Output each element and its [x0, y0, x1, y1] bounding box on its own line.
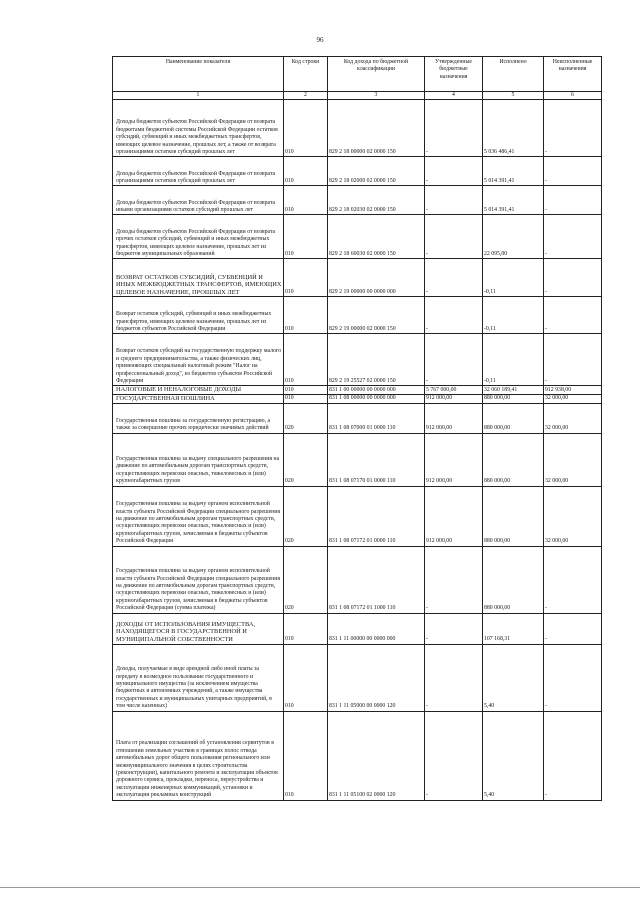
budget-code-cell: 831 1 08 07000 01 0000 110	[328, 403, 425, 433]
executed-cell: 5,40	[483, 644, 544, 711]
unexecuted-cell: -	[544, 297, 602, 334]
budget-code-cell: 829 2 18 60030 02 0000 150	[328, 215, 425, 259]
indicator-name-cell: Доходы бюджетов субъектов Российской Федерации от возврата организациями остатков субсидий прошлых лет	[113, 157, 284, 186]
executed-cell: -0,11	[483, 297, 544, 334]
executed-cell: -0,11	[483, 334, 544, 386]
line-code-cell: 010	[284, 186, 328, 215]
line-code-cell: 010	[284, 259, 328, 297]
page-number: 96	[316, 36, 324, 44]
table-row	[113, 259, 602, 297]
approved-cell: -	[425, 215, 483, 259]
executed-cell: 880 000,00	[483, 546, 544, 613]
unexecuted-cell: 32 000,00	[544, 395, 602, 404]
unexecuted-cell: -	[544, 644, 602, 711]
budget-code-cell: 829 2 19 25527 02 0000 150	[328, 334, 425, 386]
indicator-name-cell: НАЛОГОВЫЕ И НЕНАЛОГОВЫЕ ДОХОДЫ	[113, 386, 284, 395]
column-number: 2	[284, 92, 328, 100]
header-executed: Исполнено	[483, 57, 544, 92]
executed-cell: 5 036 486,41	[483, 100, 544, 157]
header-row	[113, 57, 602, 92]
report-body	[113, 100, 602, 800]
approved-cell: -	[425, 157, 483, 186]
unexecuted-cell: -	[544, 711, 602, 800]
unexecuted-cell: -	[544, 215, 602, 259]
line-code-cell: 010	[284, 395, 328, 404]
indicator-name-cell: Доходы, получаемые в виде арендной либо иной платы за передачу в возмездное пользование государственного и муниципального имущества (за исключением имущества бюджетных и автономных учреждений, а также имущества государственных и муниципальных унитарных предприятий, в том числе казенных)	[113, 644, 284, 711]
table-row	[113, 546, 602, 613]
budget-code-cell: 829 2 18 02030 02 0000 150	[328, 186, 425, 215]
line-code-cell: 010	[284, 297, 328, 334]
column-number: 5	[483, 92, 544, 100]
approved-cell: 5 767 000,00	[425, 386, 483, 395]
table-row	[113, 157, 602, 186]
line-code-cell: 010	[284, 215, 328, 259]
budget-code-cell: 829 2 19 00000 02 0000 150	[328, 297, 425, 334]
approved-cell: -	[425, 613, 483, 644]
executed-cell: 880 000,00	[483, 395, 544, 404]
table-row	[113, 215, 602, 259]
line-code-cell: 020	[284, 403, 328, 433]
unexecuted-cell: -	[544, 157, 602, 186]
executed-cell: 22 095,00	[483, 215, 544, 259]
column-number: 1	[113, 92, 284, 100]
approved-cell: 912 000,00	[425, 403, 483, 433]
executed-cell: 5,40	[483, 711, 544, 800]
column-number-row	[113, 92, 602, 100]
line-code-cell: 010	[284, 613, 328, 644]
indicator-name-cell: Доходы бюджетов субъектов Российской Федерации от возврата прочих остатков субсидий, субвенций и иных межбюджетных трансфертов, имеющих целевое назначение, прошлых лет из бюджетов муниципальных образований	[113, 215, 284, 259]
table-row	[113, 100, 602, 157]
column-number: 3	[328, 92, 425, 100]
table-row	[113, 433, 602, 486]
header-budget-code: Код дохода по бюджетной классификации	[328, 57, 425, 92]
line-code-cell: 010	[284, 711, 328, 800]
line-code-cell: 010	[284, 100, 328, 157]
indicator-name-cell: ГОСУДАРСТВЕННАЯ ПОШЛИНА	[113, 395, 284, 404]
budget-code-cell: 831 1 11 05100 02 0000 120	[328, 711, 425, 800]
executed-cell: 880 000,00	[483, 433, 544, 486]
executed-cell: -0,11	[483, 259, 544, 297]
approved-cell: -	[425, 546, 483, 613]
indicator-name-cell: Плата от реализации соглашений об установлении сервитутов в отношении земельных участков в границах полос отвода автомобильных дорог общего пользования регионального или межмуниципального значения в целях строительства (реконструкции), капитального ремонта и эксплуатации объектов дорожного сервиса, прокладки, переноса, переустройства и эксплуатации инженерных коммуникаций, установки и эксплуатации рекламных конструкций	[113, 711, 284, 800]
budget-code-cell: 831 1 08 07172 01 0000 110	[328, 486, 425, 546]
budget-code-cell: 829 2 18 00000 02 0000 150	[328, 100, 425, 157]
approved-cell: -	[425, 644, 483, 711]
table-row	[113, 334, 602, 386]
indicator-name-cell: Государственная пошлина за выдачу специального разрешения на движение по автомобильным дорогам транспортных средств, осуществляющих перевозки опасных, тяжеловесных и (или) крупногабаритных грузов	[113, 433, 284, 486]
table-row	[113, 711, 602, 800]
column-number: 6	[544, 92, 602, 100]
approved-cell: 912 000,00	[425, 433, 483, 486]
executed-cell: 5 014 391,41	[483, 157, 544, 186]
budget-code-cell: 831 1 08 07170 01 0000 110	[328, 433, 425, 486]
table-row	[113, 613, 602, 644]
line-code-cell: 010	[284, 386, 328, 395]
unexecuted-cell: -	[544, 334, 602, 386]
budget-code-cell: 831 1 08 07172 01 1000 110	[328, 546, 425, 613]
budget-code-cell: 829 2 19 00000 00 0000 000	[328, 259, 425, 297]
unexecuted-cell: -	[544, 100, 602, 157]
executed-cell: 32 060 189,41	[483, 386, 544, 395]
header-unexecuted: Неисполненные назначения	[544, 57, 602, 92]
budget-code-cell: 829 2 18 02000 02 0000 150	[328, 157, 425, 186]
budget-code-cell: 831 1 00 00000 00 0000 000	[328, 386, 425, 395]
indicator-name-cell: Возврат остатков субсидий, субвенций и иных межбюджетных трансфертов, имеющих целевое назначение, прошлых лет из бюджетов субъектов Российской Федерации	[113, 297, 284, 334]
line-code-cell: 010	[284, 157, 328, 186]
table-row	[113, 386, 602, 395]
approved-cell: -	[425, 297, 483, 334]
indicator-name-cell: Доходы бюджетов субъектов Российской Федерации от возврата бюджетами бюджетной системы Российской Федерации остатков субсидий, субвенций и иных межбюджетных трансфертов, имеющих целевое назначение, прошлых лет, а также от возврата организациями остатков субсидий прошлых лет	[113, 100, 284, 157]
line-code-cell: 010	[284, 644, 328, 711]
header-approved: Утвержденные бюджетные назначения	[425, 57, 483, 92]
executed-cell: 880 000,00	[483, 486, 544, 546]
budget-code-cell: 831 1 11 05000 00 0000 120	[328, 644, 425, 711]
table-row	[113, 186, 602, 215]
header-indicator-name: Наименование показателя	[113, 57, 284, 92]
unexecuted-cell: -	[544, 546, 602, 613]
executed-cell: 880 000,00	[483, 403, 544, 433]
indicator-name-cell: ДОХОДЫ ОТ ИСПОЛЬЗОВАНИЯ ИМУЩЕСТВА, НАХОДЯЩЕГОСЯ В ГОСУДАРСТВЕННОЙ И МУНИЦИПАЛЬНОЙ СОБСТВЕННОСТИ	[113, 613, 284, 644]
table-row	[113, 486, 602, 546]
line-code-cell: 010	[284, 334, 328, 386]
approved-cell: -	[425, 711, 483, 800]
approved-cell: -	[425, 259, 483, 297]
executed-cell: 107 168,31	[483, 613, 544, 644]
column-number: 4	[425, 92, 483, 100]
unexecuted-cell: -	[544, 613, 602, 644]
approved-cell: 912 000,00	[425, 395, 483, 404]
unexecuted-cell: -	[544, 259, 602, 297]
indicator-name-cell: Государственная пошлина за государственную регистрацию, а также за совершение прочих юридически значимых действий	[113, 403, 284, 433]
approved-cell: -	[425, 334, 483, 386]
indicator-name-cell: Государственная пошлина за выдачу органом исполнительной власти субъекта Российской Федерации специального разрешения на движение по автомобильным дорогам транспортных средств, осуществляющих перевозки опасных, тяжеловесных и (или) крупногабаритных грузов, зачисляемая в бюджеты субъектов Российской Федерации	[113, 486, 284, 546]
line-code-cell: 020	[284, 433, 328, 486]
indicator-name-cell: Доходы бюджетов субъектов Российской Федерации от возврата иными организациями остатков субсидий прошлых лет	[113, 186, 284, 215]
table-row	[113, 644, 602, 711]
indicator-name-cell: Государственная пошлина за выдачу органом исполнительной власти субъекта Российской Федерации специального разрешения на движение по автомобильным дорогам транспортных средств, осуществляющих перевозки опасных, тяжеловесных и (или) крупногабаритных грузов, зачисляемая в бюджеты субъектов Российской Федерации (сумма платежа)	[113, 546, 284, 613]
table-row	[113, 403, 602, 433]
indicator-name-cell: Возврат остатков субсидий на государственную поддержку малого и среднего предпринимательства, а также физических лиц, применяющих специальный налоговый режим "Налог на профессиональный доход", из бюджетов субъектов Российской Федерации	[113, 334, 284, 386]
unexecuted-cell: -	[544, 186, 602, 215]
unexecuted-cell: 32 000,00	[544, 486, 602, 546]
approved-cell: -	[425, 186, 483, 215]
budget-code-cell: 831 1 08 00000 00 0000 000	[328, 395, 425, 404]
unexecuted-cell: 912 938,00	[544, 386, 602, 395]
approved-cell: -	[425, 100, 483, 157]
line-code-cell: 020	[284, 546, 328, 613]
indicator-name-cell: ВОЗВРАТ ОСТАТКОВ СУБСИДИЙ, СУБВЕНЦИЙ И ИНЫХ МЕЖБЮДЖЕТНЫХ ТРАНСФЕРТОВ, ИМЕЮЩИХ ЦЕЛЕВОЕ НАЗНАЧЕНИЕ, ПРОШЛЫХ ЛЕТ	[113, 259, 284, 297]
revenue-report-table	[112, 56, 602, 801]
header-line-code: Код строки	[284, 57, 328, 92]
unexecuted-cell: 32 000,00	[544, 403, 602, 433]
budget-code-cell: 831 1 11 00000 00 0000 000	[328, 613, 425, 644]
line-code-cell: 020	[284, 486, 328, 546]
unexecuted-cell: 32 000,00	[544, 433, 602, 486]
approved-cell: 912 000,00	[425, 486, 483, 546]
page-bottom-divider	[0, 887, 640, 888]
table-row	[113, 395, 602, 404]
executed-cell: 5 014 391,41	[483, 186, 544, 215]
table-row	[113, 297, 602, 334]
